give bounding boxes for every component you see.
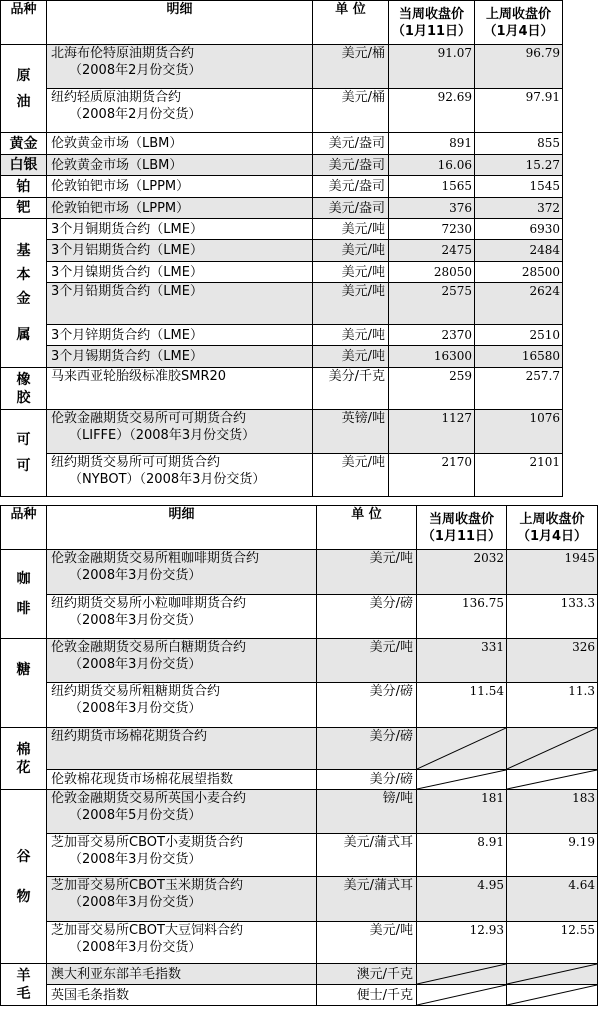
previous-price: 28500 <box>475 262 563 283</box>
category-char: 咖 <box>16 571 31 587</box>
current-price: 259 <box>389 368 475 410</box>
detail-cell <box>47 834 317 877</box>
current-price: 136.75 <box>417 595 507 639</box>
detail-cell: 纽约期货市场棉花期货合约 <box>47 728 317 770</box>
table-row <box>1 198 563 219</box>
current-price: 2475 <box>389 240 475 262</box>
unit-cell: 美元/桶 <box>313 89 389 133</box>
category-char: 基 <box>16 243 31 259</box>
table-row <box>1 219 563 240</box>
detail-cell <box>47 639 317 683</box>
table-row <box>1 964 598 985</box>
detail-line: （2008年3月份交货） <box>69 852 202 867</box>
header-category-text: 品种 <box>10 507 37 522</box>
detail-cell: 3个月锌期货合约（LME） <box>47 325 313 346</box>
detail-cell <box>47 877 317 922</box>
detail-line: 芝加哥交易所CBOT大豆饲料合约 <box>51 923 243 938</box>
empty-price-cell <box>417 728 507 770</box>
header-detail <box>47 506 317 550</box>
header-category <box>1 506 47 550</box>
empty-price-cell <box>507 770 598 790</box>
table-row <box>1 728 598 770</box>
detail-cell: 伦敦铂钯市场（LPPM） <box>47 176 313 198</box>
table-row <box>1 985 598 1006</box>
detail-cell: 英国毛条指数 <box>47 985 317 1006</box>
unit-cell: 美元/蒲式耳 <box>317 877 417 922</box>
current-price: 1127 <box>389 410 475 454</box>
empty-price-cell <box>417 964 507 985</box>
price-table-1 <box>0 0 563 497</box>
previous-price: 326 <box>507 639 598 683</box>
detail-line: （2008年3月份交货） <box>69 895 202 910</box>
detail-line: 芝加哥交易所CBOT玉米期货合约 <box>51 878 243 893</box>
previous-price: 133.3 <box>507 595 598 639</box>
unit-cell: 美元/吨 <box>313 283 389 325</box>
table-row <box>1 410 563 454</box>
table-row <box>1 368 563 410</box>
header-previous-text: 上周收盘价 <box>519 511 585 527</box>
unit-cell: 美元/吨 <box>317 922 417 964</box>
previous-price: 1545 <box>475 176 563 198</box>
unit-cell: 美元/盎司 <box>313 155 389 176</box>
unit-cell: 美元/盎司 <box>313 176 389 198</box>
previous-price: 372 <box>475 198 563 219</box>
detail-line: （2008年3月份交货） <box>69 940 202 955</box>
current-price: 2575 <box>389 283 475 325</box>
table-row <box>1 283 563 325</box>
category-coffee <box>1 550 47 639</box>
unit-cell: 美元/吨 <box>317 550 417 595</box>
unit-cell: 美元/吨 <box>317 639 417 683</box>
detail-line: 伦敦金融期货交易所粗咖啡期货合约 <box>51 551 260 566</box>
detail-cell: 3个月铅期货合约（LME） <box>47 283 313 325</box>
previous-price: 855 <box>475 133 563 155</box>
detail-cell <box>47 410 313 454</box>
category-base-metals <box>1 219 47 368</box>
detail-cell <box>47 683 317 728</box>
previous-price: 11.3 <box>507 683 598 728</box>
detail-line: （2008年3月份交货） <box>69 568 202 583</box>
detail-cell: 澳大利亚东部羊毛指数 <box>47 964 317 985</box>
detail-line: （2008年2月份交货） <box>69 63 202 78</box>
category-gold: 黄金 <box>1 133 47 155</box>
unit-cell: 美元/吨 <box>313 219 389 240</box>
table-row <box>1 240 563 262</box>
current-price: 4.95 <box>417 877 507 922</box>
header-previous-text: 上周收盘价 <box>485 6 551 22</box>
unit-cell: 镑/吨 <box>317 790 417 834</box>
table-row <box>1 683 598 728</box>
unit-cell: 英镑/吨 <box>313 410 389 454</box>
table-row <box>1 877 598 922</box>
unit-cell: 美元/吨 <box>313 262 389 283</box>
category-wool <box>1 964 47 1006</box>
header-current <box>389 1 475 45</box>
category-char: 可 <box>16 432 31 448</box>
category-char: 金 <box>16 291 31 307</box>
unit-cell: 美元/吨 <box>313 325 389 346</box>
unit-cell: 美分/磅 <box>317 770 417 790</box>
previous-price: 16580 <box>475 346 563 368</box>
header-unit-text: 单 位 <box>335 2 366 17</box>
category-rubber <box>1 368 47 410</box>
previous-price: 6930 <box>475 219 563 240</box>
detail-cell <box>47 45 313 89</box>
header-unit <box>313 1 389 45</box>
current-price: 28050 <box>389 262 475 283</box>
current-price: 2170 <box>389 454 475 497</box>
detail-cell: 伦敦黄金市场（LBM） <box>47 133 313 155</box>
detail-line: （LIFFE）（2008年3月份交货） <box>69 428 256 443</box>
category-char: 胶 <box>16 389 31 406</box>
detail-cell: 伦敦黄金市场（LBM） <box>47 155 313 176</box>
category-crude <box>1 45 47 133</box>
empty-price-cell <box>507 964 598 985</box>
category-char: 毛 <box>16 985 31 1002</box>
unit-cell: 美分/磅 <box>317 728 417 770</box>
header-detail-text: 明细 <box>168 507 195 522</box>
unit-cell: 美元/蒲式耳 <box>317 834 417 877</box>
category-char: 棉 <box>16 741 31 758</box>
detail-line: （NYBOT）（2008年3月份交货） <box>69 472 266 487</box>
current-price: 1565 <box>389 176 475 198</box>
detail-line: （2008年3月份交货） <box>69 701 202 716</box>
detail-line: 纽约轻质原油期货合约 <box>51 90 182 105</box>
header-detail-text: 明细 <box>166 2 193 17</box>
detail-cell <box>47 595 317 639</box>
header-detail <box>47 1 313 45</box>
header-unit-text: 单 位 <box>351 507 382 522</box>
detail-cell <box>47 550 317 595</box>
detail-line: 纽约期货交易所可可期货合约 <box>51 455 221 470</box>
detail-cell <box>47 89 313 133</box>
category-char: 橡 <box>16 371 31 388</box>
current-price: 331 <box>417 639 507 683</box>
previous-price: 15.27 <box>475 155 563 176</box>
previous-price: 257.7 <box>475 368 563 410</box>
detail-line: 纽约期货交易所粗糖期货合约 <box>51 684 221 699</box>
detail-line: 伦敦金融期货交易所白糖期货合约 <box>51 640 247 655</box>
detail-line: 伦敦金融期货交易所英国小麦合约 <box>51 791 247 806</box>
header-previous-date: （1月4日） <box>483 23 554 39</box>
detail-cell <box>47 790 317 834</box>
current-price: 92.69 <box>389 89 475 133</box>
current-price: 11.54 <box>417 683 507 728</box>
current-price: 181 <box>417 790 507 834</box>
previous-price: 2484 <box>475 240 563 262</box>
category-char: 油 <box>16 93 31 110</box>
previous-price: 9.19 <box>507 834 598 877</box>
header-previous <box>507 506 598 550</box>
category-platinum: 铂 <box>1 176 47 198</box>
empty-price-cell <box>507 728 598 770</box>
detail-cell <box>47 454 313 497</box>
previous-price: 2101 <box>475 454 563 497</box>
detail-line: 伦敦金融期货交易所可可期货合约 <box>51 411 247 426</box>
category-cocoa <box>1 410 47 497</box>
current-price: 16.06 <box>389 155 475 176</box>
current-price: 12.93 <box>417 922 507 964</box>
header-category <box>1 1 47 45</box>
empty-price-cell <box>417 985 507 1006</box>
detail-line: （2008年3月份交货） <box>69 613 202 628</box>
detail-cell: 3个月锡期货合约（LME） <box>47 346 313 368</box>
unit-cell: 美分/磅 <box>317 683 417 728</box>
unit-cell: 美元/盎司 <box>313 198 389 219</box>
category-char: 花 <box>16 759 31 776</box>
table-row <box>1 834 598 877</box>
detail-cell: 伦敦铂钯市场（LPPM） <box>47 198 313 219</box>
previous-price: 4.64 <box>507 877 598 922</box>
unit-cell: 美元/盎司 <box>313 133 389 155</box>
header-current-text: 当周收盘价 <box>398 6 464 22</box>
table-row <box>1 262 563 283</box>
current-price: 891 <box>389 133 475 155</box>
unit-cell: 美元/吨 <box>313 454 389 497</box>
table-row <box>1 45 563 89</box>
unit-cell: 美元/吨 <box>313 240 389 262</box>
empty-price-cell <box>417 770 507 790</box>
header-previous <box>475 1 563 45</box>
category-silver: 白银 <box>1 155 47 176</box>
previous-price: 12.55 <box>507 922 598 964</box>
unit-cell: 美分/千克 <box>313 368 389 410</box>
detail-line: （2008年2月份交货） <box>69 107 202 122</box>
category-char: 原 <box>16 67 31 84</box>
unit-cell: 美分/磅 <box>317 595 417 639</box>
current-price: 7230 <box>389 219 475 240</box>
table-row <box>1 133 563 155</box>
category-grain <box>1 790 47 964</box>
previous-price: 1076 <box>475 410 563 454</box>
previous-price: 1945 <box>507 550 598 595</box>
table-row <box>1 790 598 834</box>
detail-line: 芝加哥交易所CBOT小麦期货合约 <box>51 835 243 850</box>
detail-cell: 3个月镍期货合约（LME） <box>47 262 313 283</box>
table-row <box>1 155 563 176</box>
category-char: 属 <box>16 327 31 343</box>
table-row <box>1 595 598 639</box>
unit-cell: 便士/千克 <box>317 985 417 1006</box>
previous-price: 96.79 <box>475 45 563 89</box>
header-current <box>417 506 507 550</box>
detail-cell: 伦敦棉花现货市场棉花展望指数 <box>47 770 317 790</box>
detail-line: （2008年5月份交货） <box>69 808 202 823</box>
detail-line: 北海布伦特原油期货合约 <box>51 46 195 61</box>
header-current-text: 当周收盘价 <box>428 511 494 527</box>
category-char: 本 <box>16 267 31 283</box>
current-price: 8.91 <box>417 834 507 877</box>
table-row <box>1 639 598 683</box>
previous-price: 97.91 <box>475 89 563 133</box>
table-row <box>1 346 563 368</box>
header-category-text: 品种 <box>10 2 37 17</box>
detail-cell <box>47 922 317 964</box>
header-previous-date: （1月4日） <box>516 528 588 544</box>
unit-cell: 美元/吨 <box>313 346 389 368</box>
current-price: 91.07 <box>389 45 475 89</box>
current-price: 376 <box>389 198 475 219</box>
category-char: 可 <box>16 458 31 474</box>
detail-cell: 3个月铝期货合约（LME） <box>47 240 313 262</box>
table-row <box>1 550 598 595</box>
previous-price: 2624 <box>475 283 563 325</box>
header-unit <box>317 506 417 550</box>
category-char: 羊 <box>16 967 31 984</box>
category-char: 物 <box>16 888 31 905</box>
price-table-2 <box>0 505 598 1006</box>
detail-line: （2008年3月份交货） <box>69 657 202 672</box>
previous-price: 183 <box>507 790 598 834</box>
table-row <box>1 176 563 198</box>
table-row <box>1 770 598 790</box>
detail-cell: 3个月铜期货合约（LME） <box>47 219 313 240</box>
previous-price: 2510 <box>475 325 563 346</box>
header-current-date: （1月11日） <box>421 528 502 544</box>
current-price: 2032 <box>417 550 507 595</box>
category-palladium: 钯 <box>1 198 47 219</box>
empty-price-cell <box>507 985 598 1006</box>
table-row <box>1 454 563 497</box>
category-sugar: 糖 <box>1 639 47 728</box>
current-price: 2370 <box>389 325 475 346</box>
header-current-date: （1月11日） <box>391 23 472 39</box>
table-row <box>1 89 563 133</box>
unit-cell: 美元/桶 <box>313 45 389 89</box>
current-price: 16300 <box>389 346 475 368</box>
unit-cell: 澳元/千克 <box>317 964 417 985</box>
detail-line: 纽约期货交易所小粒咖啡期货合约 <box>51 596 247 611</box>
category-cotton <box>1 728 47 790</box>
table-row <box>1 325 563 346</box>
detail-cell: 马来西亚轮胎级标准胶SMR20 <box>47 368 313 410</box>
category-char: 啡 <box>16 601 31 617</box>
table-row <box>1 922 598 964</box>
category-char: 谷 <box>16 848 31 865</box>
